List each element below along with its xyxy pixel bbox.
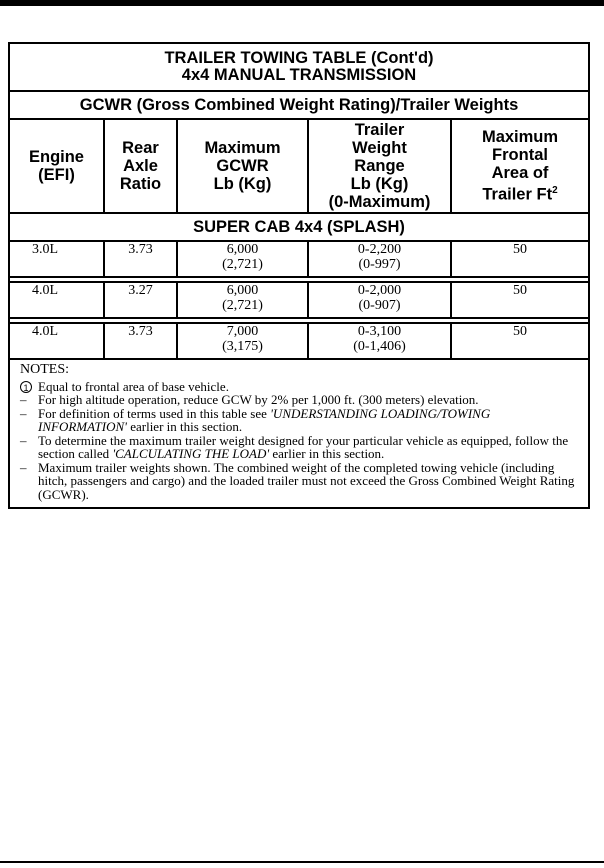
header-engine — [9, 119, 104, 213]
cell-gcwr — [177, 323, 308, 359]
note-item — [20, 393, 580, 407]
title-line-2: 4x4 MANUAL TRANSMISSION — [181, 66, 417, 84]
bottom-rule — [0, 861, 604, 863]
note-dash: – — [20, 405, 27, 421]
note-text-italic: 'CALCULATING THE LOAD' — [112, 446, 270, 461]
notes-block — [9, 359, 589, 508]
header-frontal-line: Maximum — [481, 128, 559, 147]
table-row — [9, 323, 589, 359]
note-item — [20, 434, 580, 461]
cell-gcwr-kg: (2,721) — [222, 257, 263, 272]
note-text-part: To determine the maximum trailer weight designed for your particular vehicle as equipped, follow the section called — [38, 432, 569, 461]
cell-gcwr-lb: 6,000 — [226, 283, 259, 298]
note-text: Maximum trailer weights shown. The combined weight of the completed towing vehicle (including hitch, passengers and cargo) and the loaded trailer must not exceed the Gross Combined Weight Rating (GCWR). — [38, 459, 575, 502]
cell-range-kg: (0-1,406) — [353, 339, 406, 354]
cell-range-kg: (0-997) — [358, 257, 401, 272]
cell-gcwr — [177, 282, 308, 318]
section-heading: SUPER CAB 4x4 (SPLASH) — [9, 213, 589, 241]
cell-gcwr-kg: (2,721) — [222, 298, 263, 313]
note-text: For high altitude operation, reduce GCW by 2% per 1,000 ft. (300 meters) elevation. — [38, 392, 479, 407]
cell-engine: 4.0L — [9, 323, 104, 359]
note-dash: – — [20, 432, 27, 448]
cell-range — [308, 323, 451, 359]
table-subtitle: GCWR (Gross Combined Weight Rating)/Trailer Weights — [9, 91, 589, 119]
note-dash: – — [20, 392, 27, 407]
note-marker — [20, 380, 38, 394]
table-row — [9, 241, 589, 277]
cell-range-kg: (0-907) — [358, 298, 401, 313]
header-axle-line: Rear — [122, 139, 159, 157]
header-frontal-line — [452, 182, 588, 204]
note-text — [38, 434, 580, 461]
header-trailer-line: (0-Maximum) — [328, 193, 431, 211]
header-frontal-line: Area of — [491, 164, 549, 183]
cell-range — [308, 282, 451, 318]
circled-one-icon: 1 — [20, 381, 32, 393]
note-text-part: earlier in this section. — [269, 446, 385, 461]
note-text: Equal to frontal area of base vehicle. — [38, 378, 229, 394]
header-frontal-text: Trailer Ft — [482, 185, 553, 204]
towing-table-container — [8, 42, 588, 509]
cell-area: 50 — [451, 241, 589, 277]
cell-range-lb: 0-3,100 — [357, 324, 402, 339]
table-row — [9, 282, 589, 318]
header-frontal-superscript: 2 — [552, 185, 558, 197]
header-gcwr-line: Lb (Kg) — [213, 175, 272, 193]
note-dash: – — [20, 459, 27, 475]
note-item — [20, 461, 580, 502]
header-axle — [104, 119, 177, 213]
header-frontal-line: Frontal — [492, 146, 548, 165]
header-trailer-range — [308, 119, 451, 213]
note-text — [38, 407, 580, 434]
cell-gcwr-lb: 6,000 — [226, 242, 259, 257]
top-rule — [0, 0, 604, 6]
header-trailer-line: Weight — [352, 139, 407, 157]
cell-gcwr — [177, 241, 308, 277]
cell-range-lb: 0-2,000 — [357, 283, 402, 298]
header-axle-line: Ratio — [119, 175, 162, 193]
cell-gcwr-lb: 7,000 — [226, 324, 259, 339]
header-axle-line: Axle — [123, 157, 158, 175]
note-text-part: earlier in this section. — [126, 419, 243, 434]
cell-engine: 3.0L — [9, 241, 104, 277]
header-trailer-line: Range — [354, 157, 405, 175]
note-text-part: For definition of terms used in this table see — [38, 405, 271, 421]
towing-table — [8, 42, 590, 509]
cell-engine: 4.0L — [9, 282, 104, 318]
header-trailer-line: Trailer — [354, 121, 405, 139]
header-frontal-area — [451, 119, 589, 213]
cell-area: 50 — [451, 282, 589, 318]
header-gcwr-line: GCWR — [216, 157, 269, 175]
note-item — [20, 407, 580, 434]
note-text-italic: 'UNDERSTANDING LOADING/TOWING INFORMATION' — [38, 405, 491, 434]
header-engine-line: (EFI) — [38, 166, 75, 184]
table-title — [9, 43, 589, 91]
header-gcwr — [177, 119, 308, 213]
header-trailer-line: Lb (Kg) — [350, 175, 409, 193]
header-gcwr-line: Maximum — [204, 139, 281, 157]
cell-range — [308, 241, 451, 277]
cell-area: 50 — [451, 323, 589, 359]
cell-axle: 3.27 — [104, 282, 177, 318]
header-engine-line: Engine — [28, 148, 84, 166]
cell-range-lb: 0-2,200 — [357, 242, 402, 257]
title-line-1: TRAILER TOWING TABLE (Cont'd) — [164, 49, 434, 67]
cell-axle: 3.73 — [104, 241, 177, 277]
notes-title: NOTES: — [20, 362, 69, 377]
note-item — [20, 380, 580, 394]
cell-axle: 3.73 — [104, 323, 177, 359]
cell-gcwr-kg: (3,175) — [222, 339, 263, 354]
